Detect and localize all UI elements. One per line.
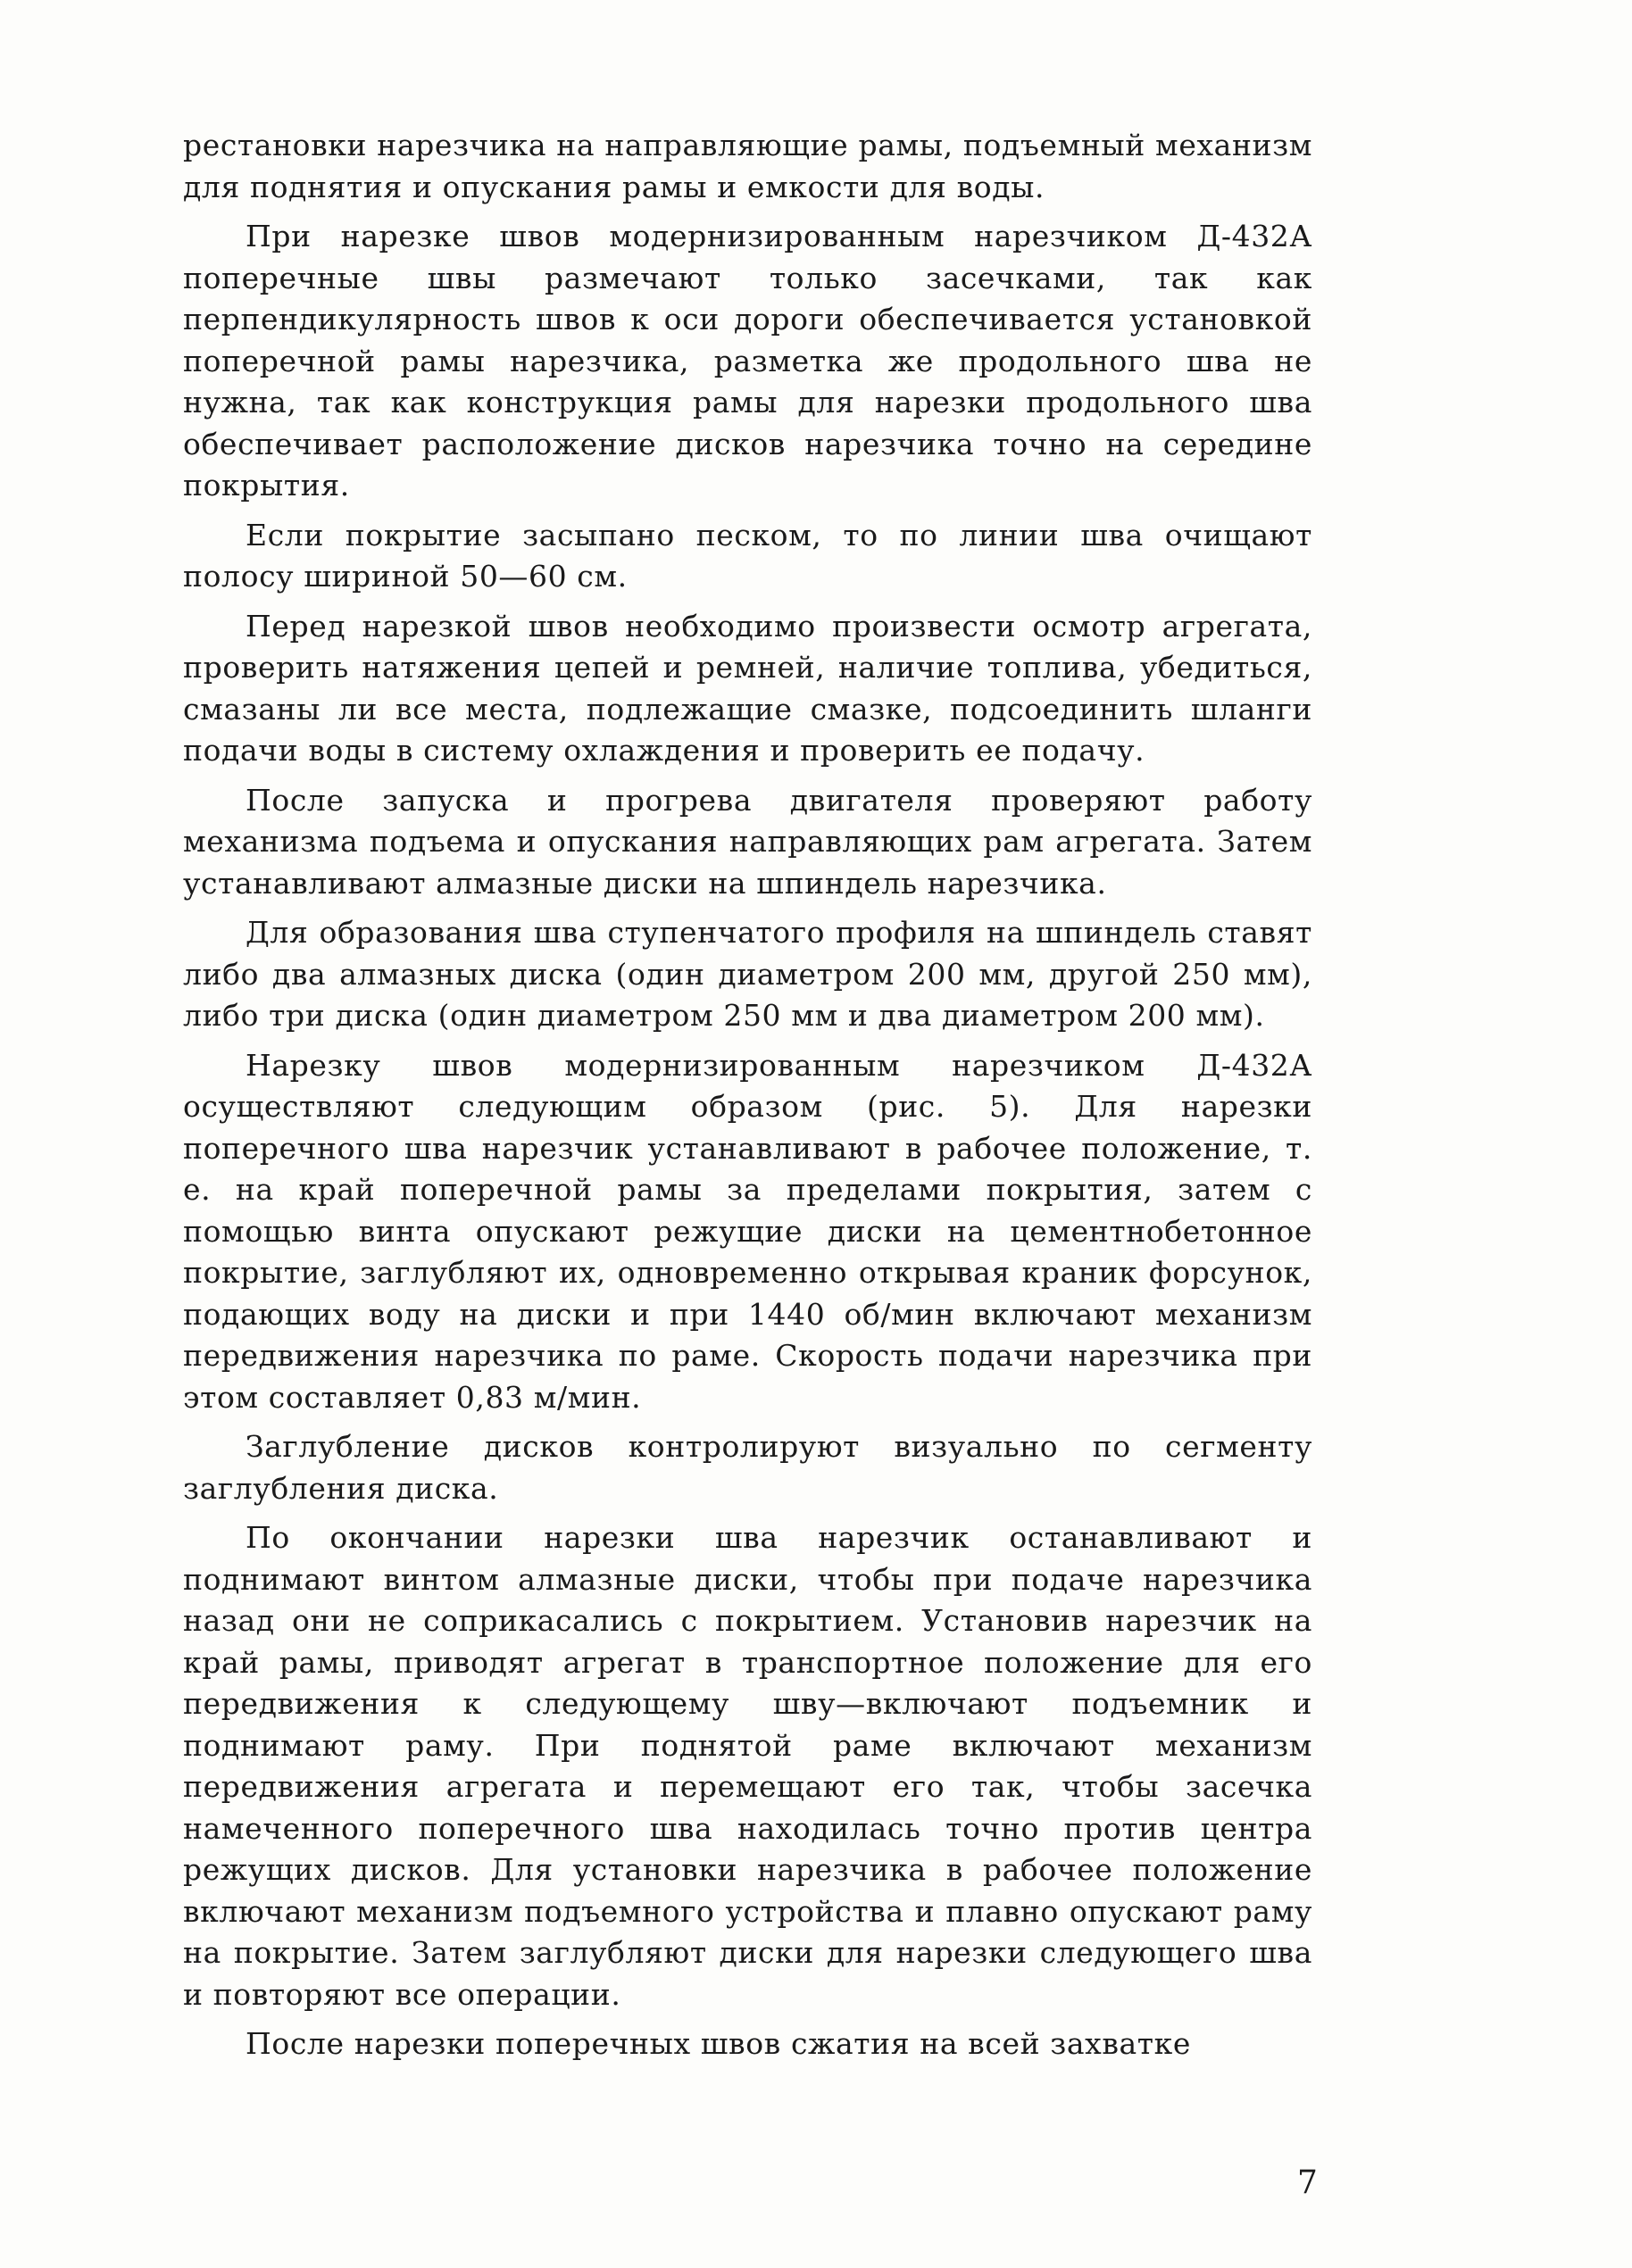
paragraph-1: рестановки нарезчика на направляющие рамы, подъемный механизм для поднятия и опускания рамы и емкости для воды. [183, 128, 1312, 204]
page-number: 7 [1297, 2164, 1318, 2201]
page-text [183, 125, 1312, 2073]
paragraph-5: После запуска и прогрева двигателя проверяют работу механизма подъема и опускания направляющих рам агрегата. Затем устанавливают алмазные диски на шпиндель нарезчика. [183, 782, 1312, 901]
paragraph-7: Нарезку швов модернизированным нарезчиком Д-432А осуществляют следующим образом (рис. 5). Для нарезки поперечного шва нарезчик устанавливают в рабочее положение, т. е. на край поперечной рамы за пределами покрытия, затем с помощью винта опускают режущие диски на цементнобетонное покрытие, заглубляют их, одновременно открывая краник форсунок, подающих воду на диски и при 1440 об/мин включают механизм передвижения нарезчика по раме. Скорость подачи нарезчика при этом составляет 0,83 м/мин. [183, 1047, 1312, 1415]
paragraph-8: Заглубление дисков контролируют визуально по сегменту заглубления диска. [183, 1429, 1312, 1506]
paragraph-4: Перед нарезкой швов необходимо произвести осмотр агрегата, проверить натяжения цепей и ремней, наличие топлива, убедиться, смазаны ли все места, подлежащие смазке, подсоединить шланги подачи воды в систему охлаждения и проверить ее подачу. [183, 608, 1312, 768]
paragraph-10: После нарезки поперечных швов сжатия на всей захватке [246, 2026, 1192, 2061]
paragraph-3: Если покрытие засыпано песком, то по линии шва очищают полосу шириной 50—60 см. [183, 517, 1312, 594]
paragraph-9: По окончании нарезки шва нарезчик останавливают и поднимают винтом алмазные диски, чтобы при подаче нарезчика назад они не соприкасались с покрытием. Установив нарезчик на край рамы, приводят агрегат в транспортное положение для его передвижения к следующему шву—включают подъемник и поднимают раму. При поднятой раме включают механизм передвижения агрегата и перемещают его так, чтобы засечка намеченного поперечного шва находилась точно против центра режущих дисков. Для установки нарезчика в рабочее положение включают механизм подъемного устройства и плавно опускают раму на покрытие. Затем заглубляют диски для нарезки следующего шва и повторяют все операции. [183, 1520, 1312, 2012]
paragraph-2: При нарезке швов модернизированным нарезчиком Д-432А поперечные швы размечают только засечками, так как перпендикулярность швов к оси дороги обеспечивается установкой поперечной рамы нарезчика, разметка же продольного шва не нужна, так как конструкция рамы для нарезки продольного шва обеспечивает расположение дисков нарезчика точно на середине покрытия. [183, 219, 1312, 503]
paragraph-6: Для образования шва ступенчатого профиля на шпиндель ставят либо два алмазных диска (один диаметром 200 мм, другой 250 мм), либо три диска (один диаметром 250 мм и два диаметром 200 мм). [183, 915, 1312, 1033]
